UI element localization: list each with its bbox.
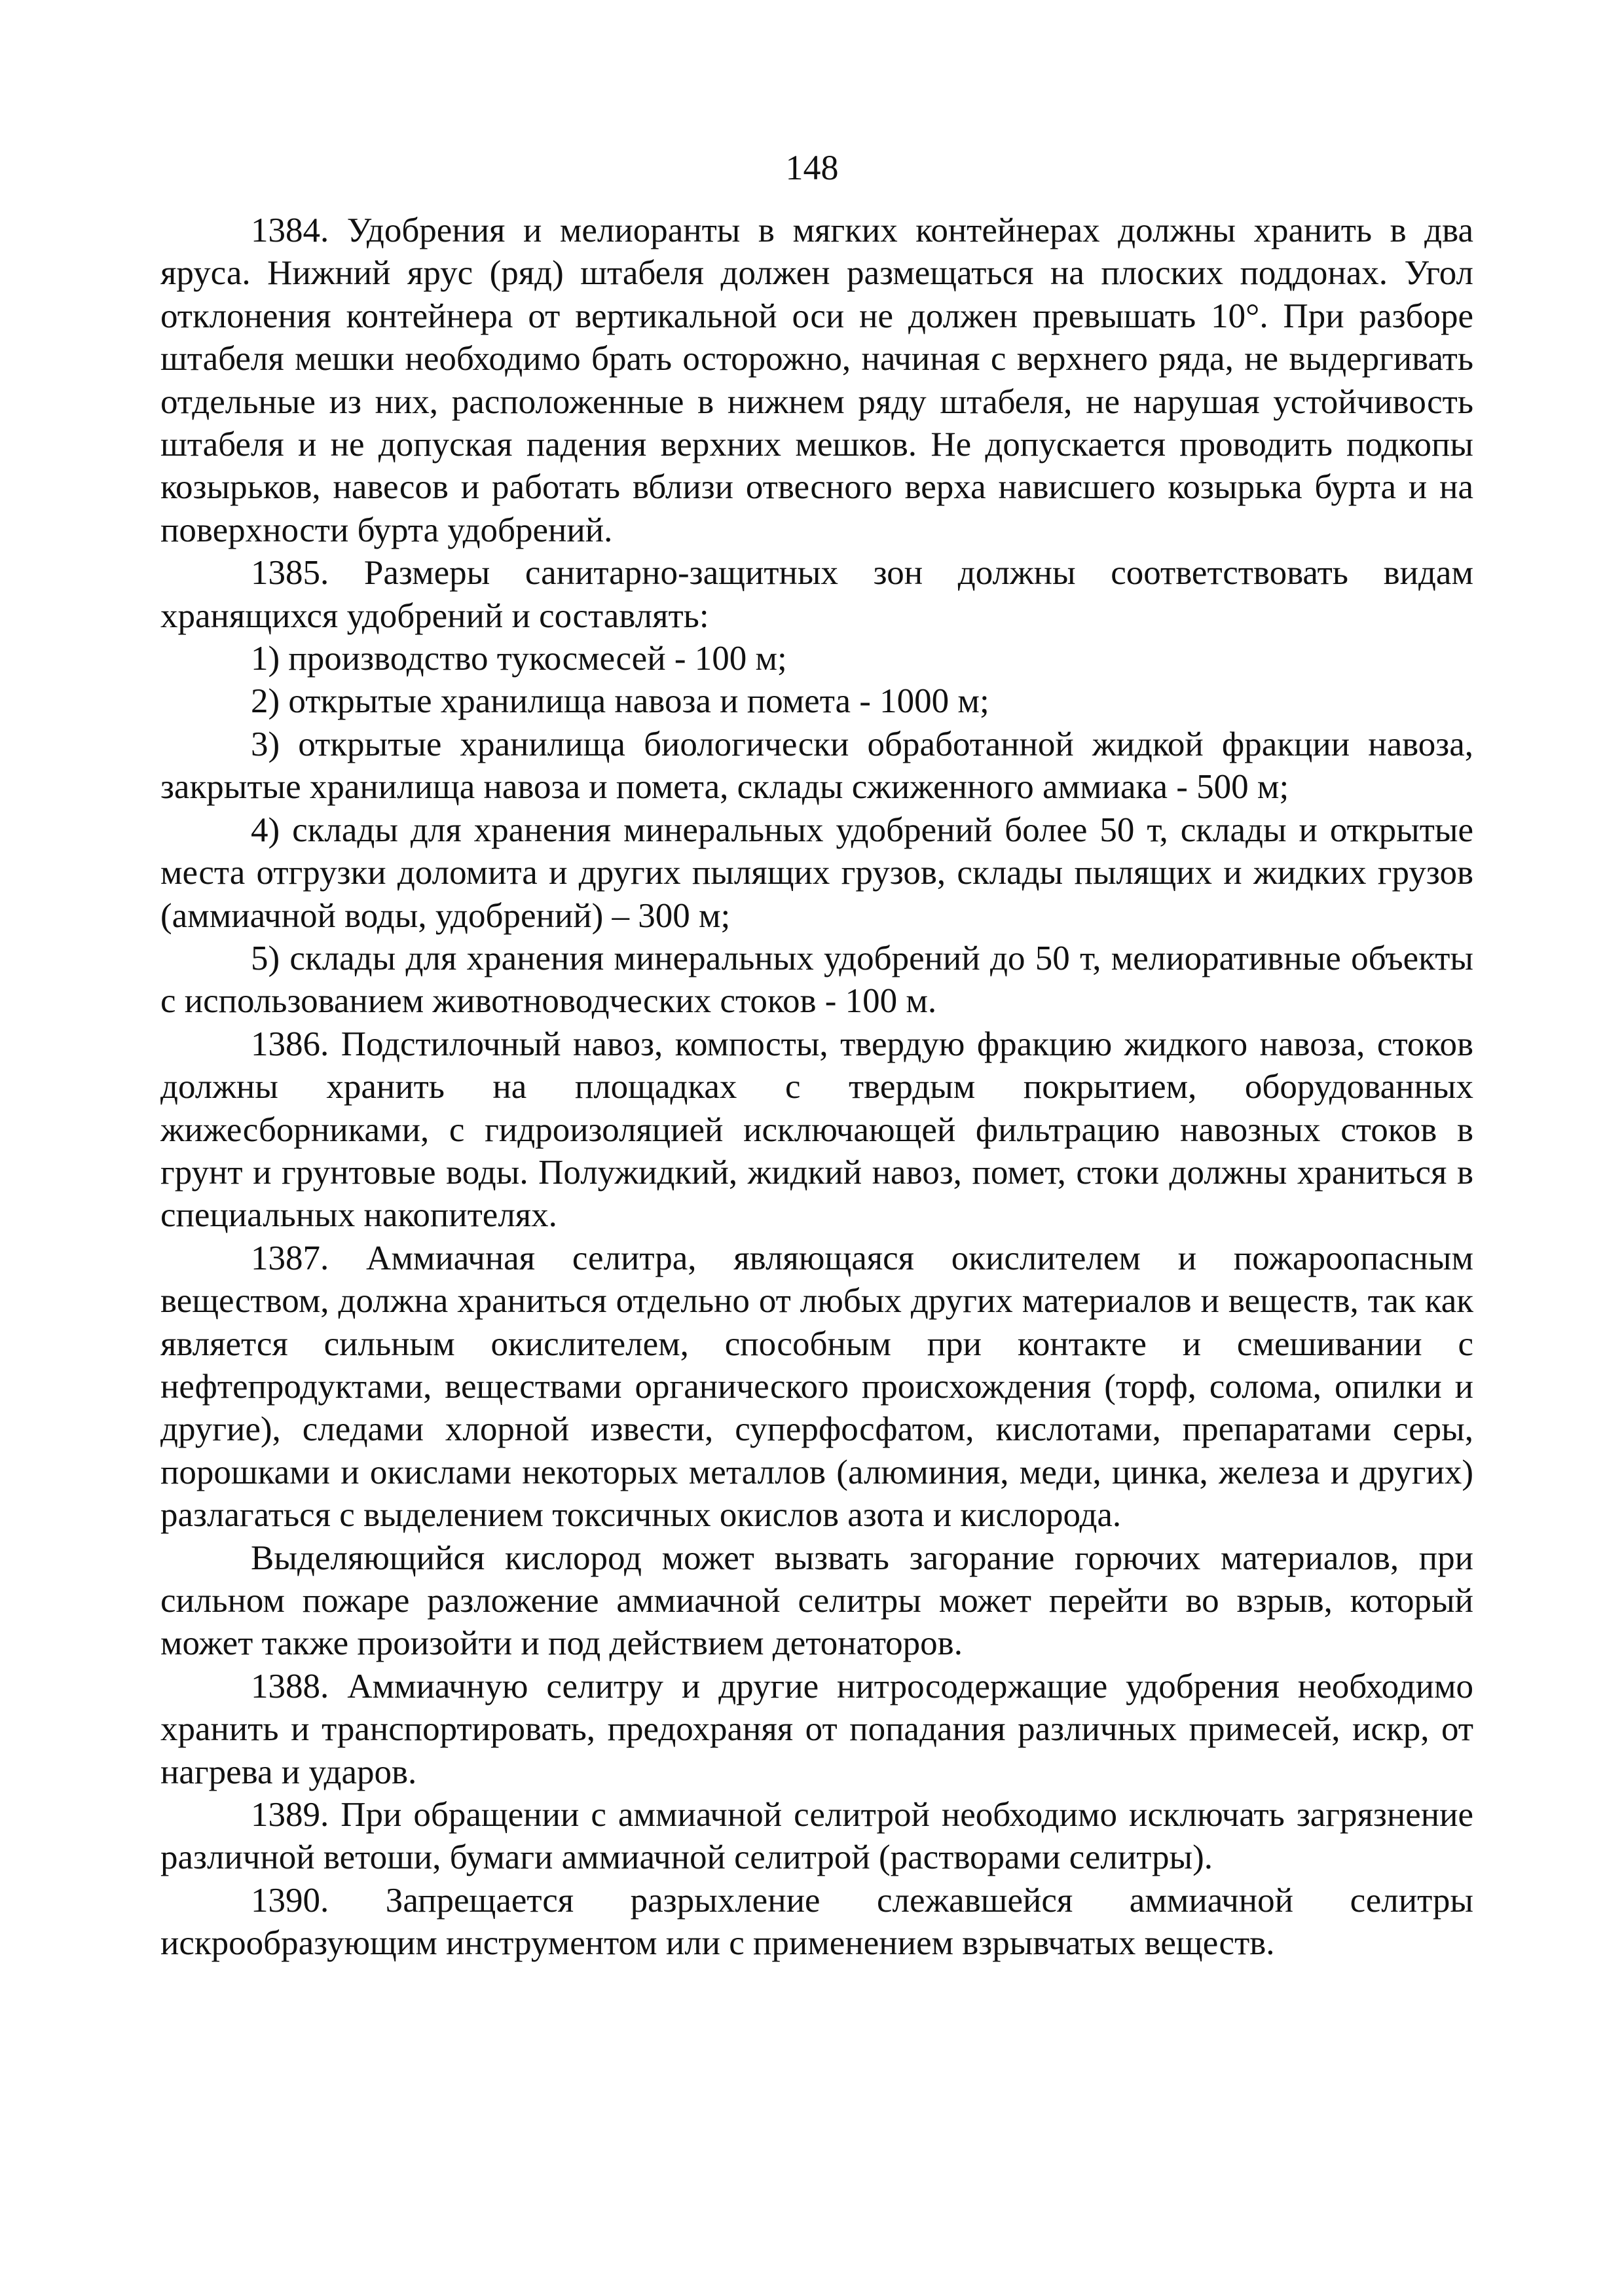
paragraph-1384: 1384. Удобрения и мелиоранты в мягких контейнерах должны хранить в два яруса. Нижний ярус (ряд) штабеля должен размещаться на плоских поддонах. Угол отклонения контейнера от вертикальной оси не должен превышать 10°. При разборе штабеля мешки необходимо брать осторожно, начиная с верхнего ряда, не выдергивать отдельные из них, расположенные в нижнем ряду штабеля, не нарушая устойчивость штабеля и не допуская падения верхних мешков. Не допускается проводить подкопы козырьков, навесов и работать вблизи отвесного верха нависшего козырька бурта и на поверхности бурта удобрений. — [160, 211, 1473, 549]
list-item-4: 4) склады для хранения минеральных удобрений более 50 т, склады и открытые места отгрузки доломита и других пылящих грузов, склады пылящих и жидких грузов (аммиачной воды, удобрений) – 300 м; — [160, 811, 1473, 935]
paragraph-1386: 1386. Подстилочный навоз, компосты, твердую фракцию жидкого навоза, стоков должны хранить на площадках с твердым покрытием, оборудованных жижесборниками, с гидроизоляцией исключающей фильтрацию навозных стоков в грунт и грунтовые воды. Полужидкий, жидкий навоз, помет, стоки должны храниться в специальных накопителях. — [160, 1025, 1473, 1235]
paragraph-1389: 1389. При обращении с аммиачной селитрой необходимо исключать загрязнение различной ветоши, бумаги аммиачной селитрой (растворами селитры). — [160, 1796, 1473, 1877]
paragraph-1385: 1385. Размеры санитарно-защитных зон должны соответствовать видам хранящихся удобрений и составлять: — [160, 554, 1473, 635]
paragraph-1388: 1388. Аммиачную селитру и другие нитросодержащие удобрения необходимо хранить и транспортировать, предохраняя от попадания различных примесей, искр, от нагрева и ударов. — [160, 1667, 1473, 1791]
list-item-5: 5) склады для хранения минеральных удобрений до 50 т, мелиоративные объекты с использованием животноводческих стоков - 100 м. — [160, 939, 1473, 1021]
paragraph-1387-continued: Выделяющийся кислород может вызвать загорание горючих материалов, при сильном пожаре разложение аммиачной селитры может перейти во взрыв, который может также произойти и под действием детонаторов. — [160, 1539, 1473, 1663]
paragraph-1387: 1387. Аммиачная селитра, являющаяся окислителем и пожароопасным веществом, должна храниться отдельно от любых других материалов и веществ, так как является сильным окислителем, способным при контакте и смешивании с нефтепродуктами, веществами органического происхождения (торф, солома, опилки и другие), следами хлорной извести, суперфосфатом, кислотами, препаратами серы, порошками и окислами некоторых металлов (алюминия, меди, цинка, железа и других) разлагаться с выделением токсичных окислов азота и кислорода. — [160, 1239, 1473, 1535]
list-item-1: 1) производство тукосмесей - 100 м; — [251, 640, 787, 678]
document-body — [160, 210, 1473, 1965]
paragraph-1390: 1390. Запрещается разрыхление слежавшейся аммиачной селитры искрообразующим инструментом или с применением взрывчатых веществ. — [160, 1881, 1473, 1963]
list-item-3: 3) открытые хранилища биологически обработанной жидкой фракции навоза, закрытые хранилища навоза и помета, склады сжиженного аммиака - 500 м; — [160, 725, 1473, 807]
page-number: 148 — [785, 148, 839, 187]
list-item-2: 2) открытые хранилища навоза и помета - 1000 м; — [251, 682, 989, 721]
